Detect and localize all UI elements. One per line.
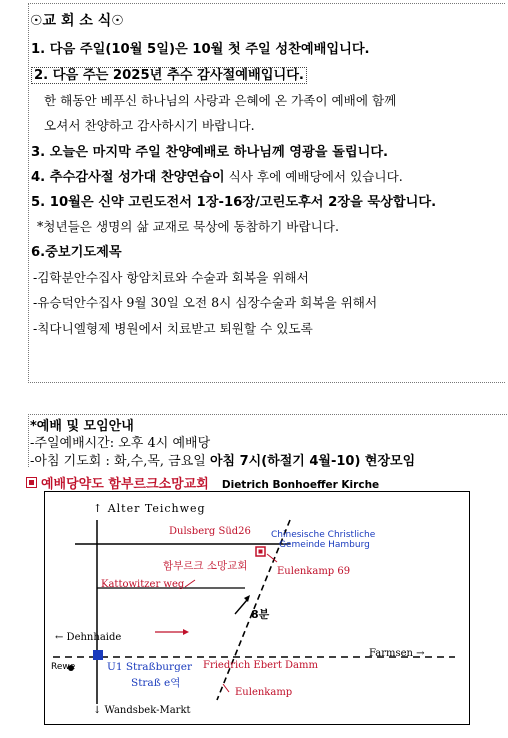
label-alter-teichweg: ↑ Alter Teichweg	[93, 502, 206, 515]
label-u1-station-2: Straß e역	[131, 677, 181, 689]
label-wandsbek-markt: ↓ Wandsbek-Markt	[93, 705, 191, 716]
church-german-line2: Gemeinde Hamburg	[279, 540, 370, 550]
map-header	[26, 473, 379, 492]
services-title: *예배 및 모임안내	[30, 419, 134, 434]
label-u1-station: U1 Straßburger	[107, 661, 193, 673]
notice-item-5-detail: *청년들은 생명의 삶 교재로 묵상에 동참하기 바랍니다.	[37, 219, 339, 234]
square-bullet-icon	[26, 477, 37, 488]
label-church-german	[271, 530, 375, 550]
map-title-german: Dietrich Bonhoeffer Kirche	[221, 479, 380, 491]
notice-title: ☉교 회 소 식☉	[30, 13, 124, 29]
morning-prayer-time: 아침 7시(하절기 4월-10) 현장모임	[209, 454, 416, 469]
prayer-item: -칙다니엘형제 병원에서 치료받고 퇴원할 수 있도록	[33, 321, 313, 336]
label-rewe: Rewe	[51, 662, 76, 672]
notice-item-1: 1. 다음 주일(10월 5일)은 10월 첫 주일 성찬예배입니다.	[31, 42, 370, 57]
sunday-service: -주일예배시간: 오후 4시 예배당	[30, 436, 211, 451]
notice-item-2-detail-b: 오셔서 찬양하고 감사하시기 바랍니다.	[44, 118, 255, 133]
notice-item-2-detail-a: 한 해동안 베푸신 하나님의 사랑과 은혜에 온 가족이 예배에 함께	[44, 93, 397, 108]
morning-prayer-prefix: -아침 기도회 : 화,수,목, 금요일	[30, 454, 210, 469]
label-dehnhaide: ← Dehnhaide	[55, 632, 122, 643]
notice-item-6-title: 6.중보기도제목	[31, 245, 122, 260]
ubahn-marker	[93, 650, 103, 660]
notice-item-4-rest: 식사 후에 예배당에서 있습니다.	[224, 169, 403, 184]
label-kattowitzer-weg: Kattowitzer weg	[101, 579, 185, 590]
notice-item-4-bold: 4. 추수감사절 성가대 찬양연습이	[31, 170, 225, 185]
notice-item-2: 2. 다음 주는 2025년 추수 감사절예배입니다.	[31, 67, 307, 84]
label-church-korean: 함부르크 소망교회	[163, 560, 248, 572]
prayer-item: -유승덕안수집사 9월 30일 오전 8시 심장수술과 회복을 위해서	[33, 295, 378, 310]
label-walk-minutes: 8분	[251, 608, 270, 621]
church-german-line1: Chinesische Christliche	[271, 530, 376, 540]
map-title-korean: 예배당약도 함부르크소망교회	[41, 477, 209, 492]
church-map	[44, 491, 470, 725]
label-friedrich-ebert-damm: Friedrich Ebert Damm	[203, 660, 318, 671]
label-eulenkamp: Eulenkamp	[235, 687, 293, 698]
notice-item-3: 3. 오늘은 마지막 주일 찬양예배로 하나님께 영광을 돌립니다.	[31, 145, 389, 160]
prayer-item: -김학분안수집사 항암치료와 수술과 회복을 위해서	[33, 270, 309, 285]
label-farmsen: Farmsen →	[369, 648, 425, 659]
label-eulenkamp-69: Eulenkamp 69	[277, 566, 351, 577]
notice-item-5: 5. 10월은 신약 고린도전서 1장-16장/고린도후서 2장을 묵상합니다.	[31, 195, 437, 210]
label-dulsberg: Dulsberg Süd26	[169, 526, 251, 537]
